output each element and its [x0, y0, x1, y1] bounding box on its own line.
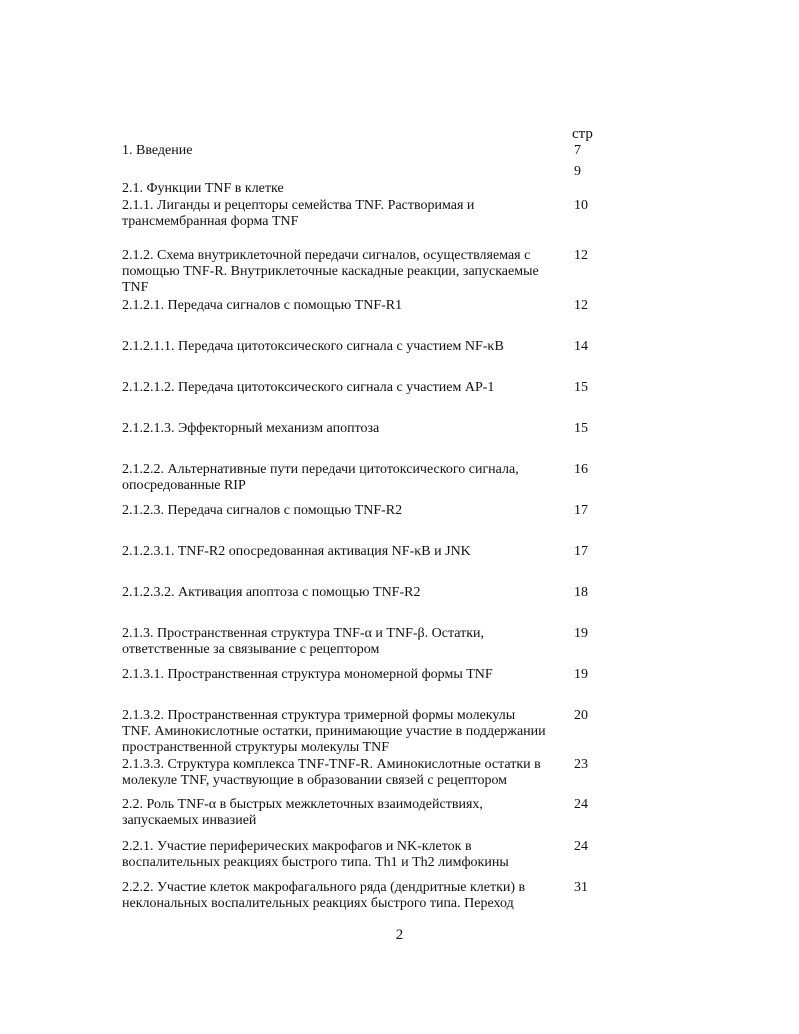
toc-entry: 2.1.2.1.3. Эффекторный механизм апоптоза	[122, 421, 380, 436]
toc-entry: 2.1.3. Пространственная структура TNF-α и TNF-β. Остатки, ответственные за связывание с рецептором	[122, 626, 485, 657]
toc-entry-page: 20	[574, 708, 588, 723]
toc-entry: 2.1. Функции TNF в клетке	[122, 181, 284, 196]
toc-entry: 2.1.2.3. Передача сигналов с помощью TNF-R2	[122, 503, 403, 518]
toc-entry: 2.1.2.1.2. Передача цитотоксического сигнала с участием AP-1	[122, 380, 495, 395]
toc-entry: 2.1.2.3.1. TNF-R2 опосредованная активация NF-κB и JNK	[122, 544, 471, 559]
toc-entry-page: 14	[574, 339, 588, 354]
toc-entry-page: 19	[574, 626, 588, 641]
toc-entry-intro-page: 7	[574, 143, 581, 158]
toc-entry: 2.2. Роль TNF-α в быстрых межклеточных взаимодействиях, запускаемых инвазией	[122, 797, 483, 828]
toc-entry-page: 17	[574, 503, 588, 518]
page-number: 2	[395, 927, 404, 943]
toc-entry: 2.1.3.3. Структура комплекса TNF-TNF-R. Аминокислотные остатки в молекуле TNF, участвующие в образовании связей с рецептором	[122, 757, 541, 788]
page-column-header: стр	[572, 126, 593, 142]
toc-entry: 2.2.1. Участие периферических макрофагов и NK-клеток в воспалительных реакциях быстрого типа. Th1 и Th2 лимфокины	[122, 839, 509, 870]
toc-entry: 2.1.3.1. Пространственная структура мономерной формы TNF	[122, 667, 493, 682]
toc-extra-page: 9	[574, 164, 581, 179]
toc-entry: 2.1.2.1. Передача сигналов с помощью TNF-R1	[122, 298, 403, 313]
toc-entry: 2.1.2.1.1. Передача цитотоксического сигнала с участием NF-κB	[122, 339, 504, 354]
toc-entry-page: 24	[574, 797, 588, 812]
toc-entry-intro: 1. Введение	[122, 143, 193, 158]
toc-entry-page: 10	[574, 198, 588, 213]
toc-entry-page: 16	[574, 462, 588, 477]
toc-entry: 2.1.2.3.2. Активация апоптоза с помощью TNF-R2	[122, 585, 421, 600]
toc-entry-page: 12	[574, 298, 588, 313]
toc-entry-page: 17	[574, 544, 588, 559]
toc-entry-page: 24	[574, 839, 588, 854]
toc-entry-page: 12	[574, 248, 588, 263]
toc-entry: 2.1.3.2. Пространственная структура тримерной формы молекулы TNF. Аминокислотные остатки, принимающие участие в поддержании пространственной структуры молекулы TNF	[122, 708, 546, 755]
toc-entry-page: 19	[574, 667, 588, 682]
toc-entry-page: 18	[574, 585, 588, 600]
toc-entry: 2.1.2. Схема внутриклеточной передачи сигналов, осуществляемая с помощью TNF-R. Внутриклеточные каскадные реакции, запускаемые TNF	[122, 248, 539, 295]
toc-entry-page: 31	[574, 880, 588, 895]
toc-entry: 2.1.2.2. Альтернативные пути передачи цитотоксического сигнала, опосредованные RIP	[122, 462, 519, 493]
toc-entry: 2.2.2. Участие клеток макрофагального ряда (дендритные клетки) в неклональных воспалительных реакциях быстрого типа. Переход	[122, 880, 526, 911]
toc-entry-page: 15	[574, 421, 588, 436]
toc-entry-page: 15	[574, 380, 588, 395]
toc-entry: 2.1.1. Лиганды и рецепторы семейства TNF. Растворимая и трансмембранная форма TNF	[122, 198, 475, 229]
toc-entry-page: 23	[574, 757, 588, 772]
